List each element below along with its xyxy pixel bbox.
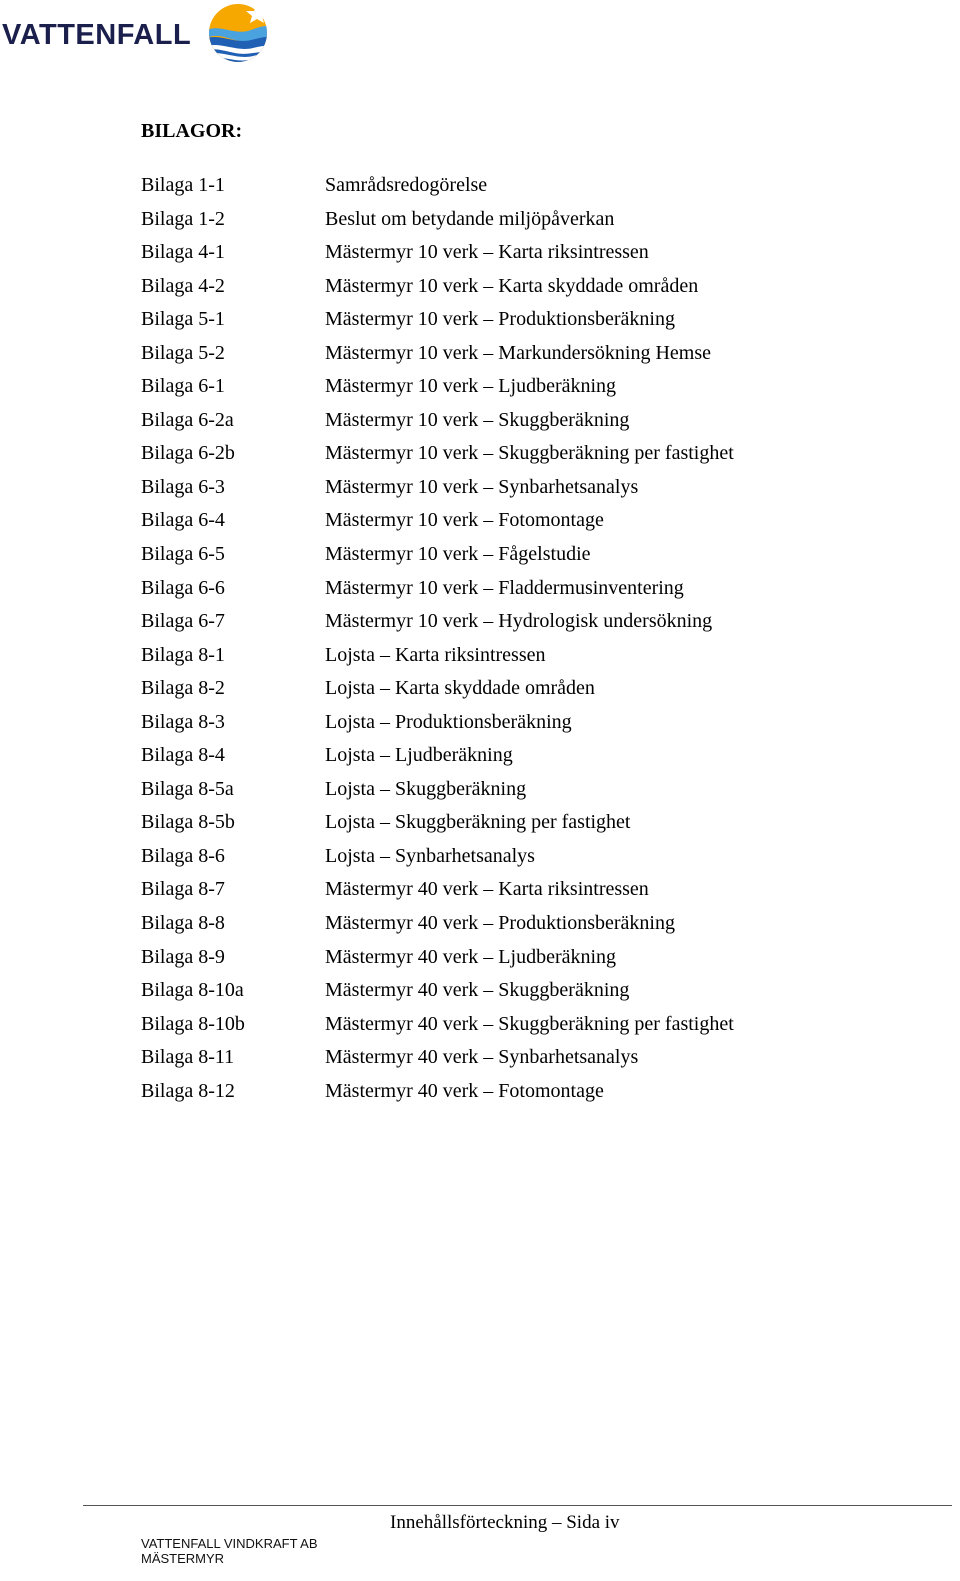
appendix-code: Bilaga 8-11 [141,1046,235,1069]
appendix-code: Bilaga 1-2 [141,207,225,230]
list-item [141,841,734,875]
appendix-title: Lojsta – Ljudberäkning [325,744,513,767]
vattenfall-sun-waves-logo-icon [207,0,273,64]
appendix-code: Bilaga 4-2 [141,274,225,297]
list-item [141,673,734,707]
list-item [141,505,734,539]
list-item [141,271,734,305]
list-item [141,204,734,238]
appendix-title: Mästermyr 10 verk – Karta riksintressen [325,241,649,264]
list-item [141,908,734,942]
appendix-code: Bilaga 6-3 [141,475,225,498]
appendix-code: Bilaga 6-1 [141,375,225,398]
vattenfall-logo [2,2,191,66]
appendix-heading: BILAGOR: [141,120,243,142]
appendix-title: Mästermyr 10 verk – Markundersökning Hemse [325,341,712,364]
appendix-title: Beslut om betydande miljöpåverkan [325,207,615,230]
list-item [141,371,734,405]
appendix-title: Lojsta – Karta skyddade områden [325,677,595,700]
appendix-title: Mästermyr 10 verk – Skuggberäkning [325,408,630,431]
appendix-title: Mästermyr 10 verk – Synbarhetsanalys [325,475,639,498]
appendix-title: Mästermyr 10 verk – Produktionsberäkning [325,308,675,331]
appendix-code: Bilaga 8-4 [141,744,225,767]
appendix-code: Bilaga 8-2 [141,677,225,700]
appendix-title: Mästermyr 10 verk – Hydrologisk undersökning [325,610,713,633]
appendix-code: Bilaga 8-6 [141,844,225,867]
list-item [141,774,734,808]
appendix-code: Bilaga 8-8 [141,912,225,935]
list-item [141,539,734,573]
appendix-code: Bilaga 1-1 [141,174,225,196]
list-item [141,1076,734,1110]
appendix-title: Mästermyr 40 verk – Skuggberäkning per fastighet [325,1012,734,1035]
list-item [141,338,734,372]
footer-page-label: Innehållsförteckning – Sida iv [390,1512,620,1533]
list-item [141,874,734,908]
appendix-code: Bilaga 5-1 [141,308,225,331]
appendix-title: Mästermyr 40 verk – Skuggberäkning [325,979,630,1002]
appendix-code: Bilaga 6-7 [141,610,225,633]
logo-wordmark: VATTENFALL [2,18,192,51]
list-item [141,405,734,439]
appendix-title: Mästermyr 10 verk – Karta skyddade områden [325,274,699,297]
appendix-title: Samrådsredogörelse [325,174,488,196]
footer-company-name: VATTENFALL VINDKRAFT AB [141,1536,318,1551]
list-item [141,1009,734,1043]
appendix-code: Bilaga 6-6 [141,576,225,599]
appendix-code: Bilaga 8-9 [141,945,225,968]
list-item [141,237,734,271]
appendix-code: Bilaga 5-2 [141,341,225,364]
appendix-title: Mästermyr 10 verk – Fladdermusinventering [325,576,684,599]
appendix-code: Bilaga 8-12 [141,1079,235,1102]
appendix-title: Mästermyr 40 verk – Karta riksintressen [325,878,649,901]
appendix-title: Lojsta – Produktionsberäkning [325,710,572,733]
appendix-code: Bilaga 6-5 [141,543,225,566]
appendix-code: Bilaga 6-4 [141,509,225,532]
footer-project-name: MÄSTERMYR [141,1551,225,1566]
footer-divider [83,1505,952,1506]
appendix-code: Bilaga 8-1 [141,643,225,666]
list-item [141,170,734,204]
list-item [141,472,734,506]
appendix-title: Mästermyr 40 verk – Ljudberäkning [325,945,617,968]
appendix-title: Mästermyr 10 verk – Skuggberäkning per fastighet [325,442,734,465]
list-item [141,438,734,472]
appendix-code: Bilaga 4-1 [141,241,225,264]
appendix-code: Bilaga 8-7 [141,878,225,901]
appendix-title: Lojsta – Karta riksintressen [325,643,546,666]
list-item [141,606,734,640]
appendix-title: Mästermyr 40 verk – Fotomontage [325,1079,604,1102]
appendix-code: Bilaga 8-5a [141,777,234,800]
appendix-code: Bilaga 8-10a [141,979,244,1002]
list-item [141,573,734,607]
list-item [141,740,734,774]
appendix-title: Lojsta – Skuggberäkning [325,777,527,800]
list-item [141,707,734,741]
list-item [141,640,734,674]
appendix-code: Bilaga 8-10b [141,1012,245,1035]
footer-company [141,1536,318,1566]
appendix-title: Lojsta – Skuggberäkning per fastighet [325,811,631,834]
list-item [141,1042,734,1076]
list-item [141,807,734,841]
list-item [141,975,734,1009]
appendix-title: Mästermyr 40 verk – Produktionsberäkning [325,912,675,935]
appendix-code: Bilaga 6-2a [141,408,234,431]
appendix-title: Mästermyr 10 verk – Fotomontage [325,509,604,532]
list-item [141,942,734,976]
appendix-title: Mästermyr 10 verk – Ljudberäkning [325,375,617,398]
appendix-list [141,170,734,1109]
appendix-code: Bilaga 6-2b [141,442,235,465]
appendix-code: Bilaga 8-3 [141,710,225,733]
appendix-title: Mästermyr 40 verk – Synbarhetsanalys [325,1046,639,1069]
appendix-title: Mästermyr 10 verk – Fågelstudie [325,543,591,566]
appendix-code: Bilaga 8-5b [141,811,235,834]
appendix-title: Lojsta – Synbarhetsanalys [325,844,535,867]
list-item [141,304,734,338]
